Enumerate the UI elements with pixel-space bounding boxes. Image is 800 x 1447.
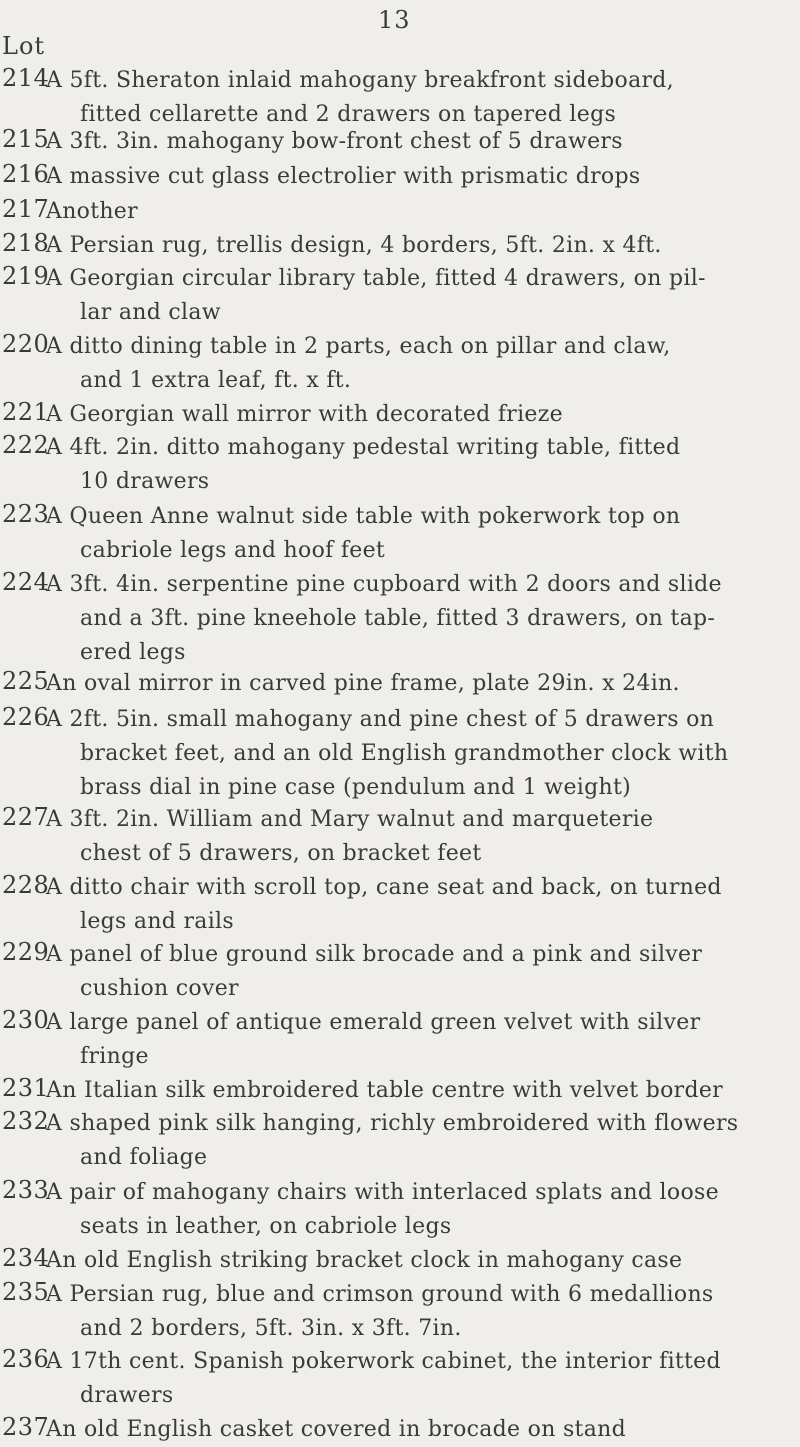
lot-description	[46, 667, 798, 701]
lot-description-line: A massive cut glass electrolier with prismatic drops	[46, 164, 641, 189]
lot-number: 221	[2, 398, 50, 426]
lot-number: 222	[2, 431, 50, 459]
lot-number: 231	[2, 1074, 50, 1102]
lot-description-continuation: and a 3ft. pine kneehole table, fitted 3 drawers, on tap-	[80, 606, 716, 631]
lot-description-line: An Italian silk embroidered table centre with velvet border	[46, 1078, 723, 1103]
lot-description-continuation: ered legs	[80, 640, 186, 665]
lot-description-line: A 17th cent. Spanish pokerwork cabinet, the interior fitted	[46, 1349, 721, 1374]
lot-description-line: A Georgian wall mirror with decorated frieze	[46, 402, 563, 427]
lot-description-line: An oval mirror in carved pine frame, plate 29in. x 24in.	[46, 671, 680, 696]
lot-description-line: Another	[46, 199, 138, 224]
lot-description-continuation: lar and claw	[80, 300, 221, 325]
lot-description-line: A 3ft. 3in. mahogany bow-front chest of 5 drawers	[46, 129, 623, 154]
lot-description-continuation: 10 drawers	[80, 469, 210, 494]
lot-description-continuation: and foliage	[80, 1145, 208, 1170]
lot-number: 224	[2, 568, 50, 596]
lot-column-header: Lot	[2, 32, 46, 60]
lot-description-line: A 3ft. 2in. William and Mary walnut and marqueterie	[46, 807, 654, 832]
lot-number: 232	[2, 1107, 50, 1135]
lot-description-continuation: bracket feet, and an old English grandmother clock with	[80, 741, 729, 766]
lot-description-continuation: and 2 borders, 5ft. 3in. x 3ft. 7in.	[80, 1316, 462, 1341]
lot-number: 235	[2, 1278, 50, 1306]
lot-description	[46, 431, 798, 499]
lot-description	[46, 160, 798, 194]
lot-description-continuation: legs and rails	[80, 909, 234, 934]
lot-description-line: A Persian rug, blue and crimson ground with 6 medallions	[46, 1282, 714, 1307]
lot-description-line: A Georgian circular library table, fitted 4 drawers, on pil-	[46, 266, 706, 291]
lot-description	[46, 871, 798, 939]
lot-description	[46, 195, 798, 229]
lot-description-line: A 4ft. 2in. ditto mahogany pedestal writing table, fitted	[46, 435, 681, 460]
lot-number: 217	[2, 195, 50, 223]
lot-description-line: An old English casket covered in brocade on stand	[46, 1417, 626, 1442]
lot-description-line: An old English striking bracket clock in mahogany case	[46, 1248, 683, 1273]
lot-description	[46, 398, 798, 432]
lot-description-line: A panel of blue ground silk brocade and a pink and silver	[46, 942, 703, 967]
lot-number: 220	[2, 330, 50, 358]
lot-description	[46, 1107, 798, 1175]
page-number: 13	[378, 6, 411, 34]
lot-number: 228	[2, 871, 50, 899]
lot-number: 223	[2, 500, 50, 528]
lot-description-continuation: cushion cover	[80, 976, 239, 1001]
lot-number: 237	[2, 1413, 50, 1441]
lot-number: 236	[2, 1345, 50, 1373]
lot-description-continuation: seats in leather, on cabriole legs	[80, 1214, 452, 1239]
lot-number: 226	[2, 703, 50, 731]
lot-description	[46, 64, 798, 132]
lot-description	[46, 125, 798, 159]
lot-description-line: A 3ft. 4in. serpentine pine cupboard with 2 doors and slide	[46, 572, 722, 597]
lot-description-continuation: and 1 extra leaf, ft. x ft.	[80, 368, 352, 393]
lot-description-line: A 2ft. 5in. small mahogany and pine chest of 5 drawers on	[46, 707, 715, 732]
lot-description	[46, 500, 798, 568]
lot-number: 225	[2, 667, 50, 695]
lot-description-continuation: chest of 5 drawers, on bracket feet	[80, 841, 482, 866]
lot-description	[46, 803, 798, 871]
lot-number: 234	[2, 1244, 50, 1272]
lot-description-continuation: fitted cellarette and 2 drawers on tapered legs	[80, 102, 617, 127]
lot-description	[46, 1278, 798, 1346]
lot-number: 233	[2, 1176, 50, 1204]
lot-description-continuation: fringe	[80, 1044, 149, 1069]
lot-number: 230	[2, 1006, 50, 1034]
lot-number: 229	[2, 938, 50, 966]
lot-description-line: A ditto chair with scroll top, cane seat and back, on turned	[46, 875, 722, 900]
lot-description	[46, 1413, 798, 1447]
lot-description-line: A shaped pink silk hanging, richly embroidered with flowers	[46, 1111, 739, 1136]
lot-description	[46, 262, 798, 330]
lot-number: 218	[2, 229, 50, 257]
lot-description-continuation: drawers	[80, 1383, 174, 1408]
lot-description-continuation: brass dial in pine case (pendulum and 1 weight)	[80, 775, 631, 800]
lot-description	[46, 568, 798, 670]
lot-description	[46, 330, 798, 398]
lot-description	[46, 1006, 798, 1074]
lot-number: 215	[2, 125, 50, 153]
lot-description-line: A pair of mahogany chairs with interlaced splats and loose	[46, 1180, 719, 1205]
lot-description-line: A Queen Anne walnut side table with pokerwork top on	[46, 504, 681, 529]
lot-description	[46, 1074, 798, 1108]
lot-description	[46, 1244, 798, 1278]
lot-description-continuation: cabriole legs and hoof feet	[80, 538, 386, 563]
lot-description-line: A large panel of antique emerald green velvet with silver	[46, 1010, 701, 1035]
lot-description	[46, 1176, 798, 1244]
lot-number: 214	[2, 64, 50, 92]
lot-description-line: A ditto dining table in 2 parts, each on pillar and claw,	[46, 334, 671, 359]
lot-description	[46, 1345, 798, 1413]
lot-number: 227	[2, 803, 50, 831]
lot-number: 216	[2, 160, 50, 188]
lot-description-line: A Persian rug, trellis design, 4 borders, 5ft. 2in. x 4ft.	[46, 233, 662, 258]
lot-number: 219	[2, 262, 50, 290]
lot-description	[46, 703, 798, 805]
lot-description	[46, 229, 798, 263]
lot-description	[46, 938, 798, 1006]
lot-description-line: A 5ft. Sheraton inlaid mahogany breakfront sideboard,	[46, 68, 674, 93]
